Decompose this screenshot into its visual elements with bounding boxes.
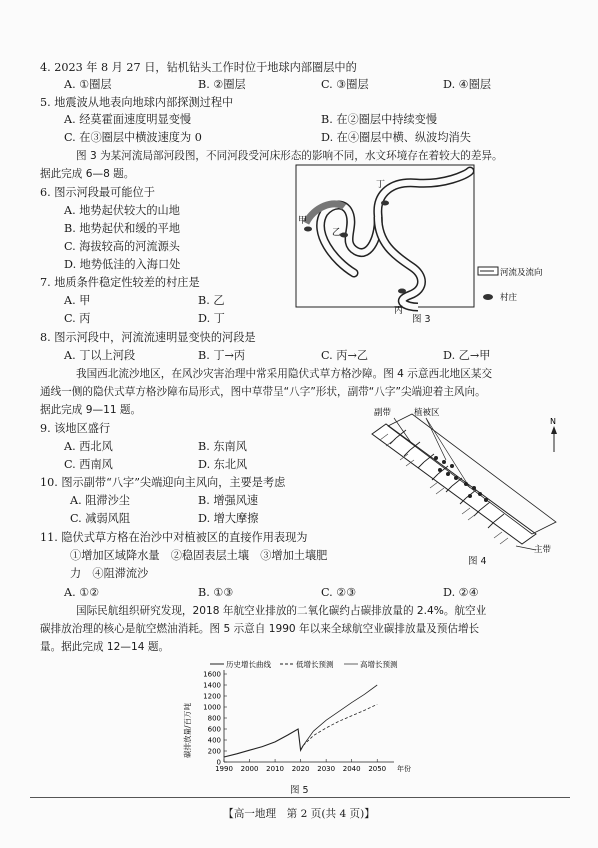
north-label: N [550, 417, 556, 426]
q5-option-b: B. 在②圈层中持续变慢 [321, 113, 438, 126]
x-tick-label: 2000 [240, 765, 259, 773]
figure4-sub-belt-label: 副带 [374, 408, 392, 418]
q8-stem: 8. 图示河段中，河流流速明显变快的河段是 [40, 331, 256, 344]
y-tick-label: 1600 [203, 670, 221, 679]
figure4-main-belt-label: 主带 [534, 545, 552, 554]
y-tick-label: 400 [207, 736, 221, 745]
x-tick-label: 2020 [291, 765, 310, 773]
q8-option-b: B. 丁→丙 [198, 349, 246, 362]
chart-legend [210, 659, 398, 669]
intro-fig4-line3: 据此完成 9—11 题。 [40, 404, 142, 416]
x-tick-label: 2010 [266, 765, 284, 773]
q10-stem: 10. 图示副带“八字”尖端迎向主风向，主要是考虑 [40, 476, 286, 489]
figure5-caption: 图 5 [290, 785, 309, 796]
intro-fig5-line3: 量。据此完成 12—14 题。 [40, 641, 170, 653]
q10-option-c: C. 减弱风阻 [70, 512, 131, 525]
y-tick-label: 1000 [203, 703, 221, 712]
q7-option-c: C. 丙 [64, 312, 91, 325]
legend-high: 高增长预测 [360, 660, 398, 669]
figure4-sand-barrier [366, 404, 566, 554]
q9-option-b: B. 东南风 [198, 440, 247, 453]
q11-option-c: C. ②③ [321, 586, 357, 599]
q6-option-d: D. 地势低洼的入海口处 [64, 258, 181, 271]
q9-option-d: D. 东北风 [198, 458, 248, 471]
x-tick-label: 2040 [342, 765, 361, 773]
q9-option-a: A. 西北风 [64, 440, 113, 453]
q10-option-d: D. 增大摩擦 [198, 512, 259, 525]
y-axis-label: 碳排放量/百万吨 [183, 702, 192, 758]
q6-option-c: C. 海拔较高的河流源头 [64, 240, 180, 253]
q4-option-c: C. ③圈层 [321, 78, 369, 91]
q9-stem: 9. 该地区盛行 [40, 422, 111, 435]
q10-option-a: A. 阻滞沙尘 [70, 494, 130, 507]
intro-fig5-line1: 国际民航组织研究发现，2018 年航空业排放的二氧化碳约占碳排放量的 2.4%。航空业 [76, 605, 487, 617]
q11-option-d: D. ②④ [443, 586, 479, 599]
q11-option-b: B. ①③ [198, 586, 234, 599]
x-axis-label: 年份 [397, 765, 411, 773]
q4-stem: 4. 2023 年 8 月 27 日，钻机钻头工作时位于地球内部圈层中的 [40, 61, 357, 74]
q7-option-b: B. 乙 [198, 294, 225, 307]
q4-option-a: A. ①圈层 [64, 78, 112, 91]
series-line-0 [224, 729, 303, 757]
q5-option-d: D. 在④圈层中横、纵波均消失 [321, 131, 471, 144]
footer-divider [30, 797, 570, 798]
q8-option-d: D. 乙→甲 [443, 349, 491, 362]
legend-history: 历史增长曲线 [226, 660, 271, 669]
intro-fig5-line2: 碳排放治理的核心是航空燃油消耗。图 5 示意自 1990 年以来全球航空业碳排放量及预估增长 [40, 623, 480, 635]
q6-stem: 6. 图示河段最可能位于 [40, 186, 155, 199]
page-footer: 【高一地理 第 2 页(共 4 页)】 [223, 808, 375, 820]
legend-river-label: 河流及流向 [500, 268, 543, 278]
q10-option-b: B. 增强风速 [198, 494, 259, 507]
series-line-2 [303, 685, 377, 746]
figure4-caption: 图 4 [468, 556, 487, 567]
q4-option-d: D. ④圈层 [443, 78, 492, 91]
y-tick-label: 0 [216, 758, 221, 767]
village-jia-label: 甲 [298, 216, 308, 226]
figure4-vegetation-label: 植被区 [414, 408, 440, 418]
y-tick-label: 1400 [203, 681, 221, 690]
q5-option-a: A. 经莫霍面速度明显变慢 [64, 113, 192, 126]
q11-option-a: A. ①② [64, 586, 100, 599]
q8-option-a: A. 丁以上河段 [64, 349, 136, 362]
y-tick-label: 800 [207, 714, 221, 723]
q4-option-b: B. ②圈层 [198, 78, 246, 91]
figure3-caption: 图 3 [412, 314, 431, 325]
q5-option-c: C. 在③圈层中横波速度为 0 [64, 131, 202, 144]
q11-stem-line3: 力 ④阻滞流沙 [70, 567, 149, 580]
q11-stem-line2: ①增加区域降水量 ②稳固表层土壤 ③增加土壤肥 [70, 549, 328, 562]
x-tick-label: 1990 [215, 765, 233, 773]
figure3-river-map [294, 163, 556, 323]
q6-option-a: A. 地势起伏较大的山地 [64, 204, 180, 217]
north-arrow-icon [550, 417, 557, 452]
intro-fig3-line1: 图 3 为某河流局部河段图，不同河段受河床形态的影响不同，水文环境存在着较大的差异。 [76, 150, 503, 162]
q7-stem: 7. 地质条件稳定性较差的村庄是 [40, 276, 200, 289]
q8-option-c: C. 丙→乙 [321, 349, 369, 362]
village-bing-label: 丙 [394, 306, 404, 316]
y-tick-label: 200 [207, 747, 221, 756]
legend-village-label: 村庄 [500, 293, 518, 303]
x-tick-label: 2030 [317, 765, 336, 773]
q9-option-c: C. 西南风 [64, 458, 113, 471]
figure5-line-chart [180, 656, 420, 786]
x-tick-label: 2050 [368, 765, 387, 773]
intro-fig4-line1: 我国西北流沙地区，在风沙灾害治理中常采用隐伏式草方格沙障。图 4 示意西北地区某交 [76, 368, 493, 380]
q6-option-b: B. 地势起伏和缓的平地 [64, 222, 181, 235]
q7-option-d: D. 丁 [198, 312, 225, 325]
legend-village-icon [483, 294, 493, 300]
y-tick-label: 600 [207, 725, 221, 734]
intro-fig4-line2: 通线一侧的隐伏式草方格沙障布局形式，图中草带呈“八字”形状，副带“八字”尖端迎着主风向。 [40, 386, 486, 398]
q11-stem: 11. 隐伏式草方格在治沙中对植被区的直接作用表现为 [40, 531, 308, 544]
village-yi-label: 乙 [332, 228, 342, 238]
q7-option-a: A. 甲 [64, 294, 91, 307]
intro-fig3-line2: 据此完成 6—8 题。 [40, 168, 135, 180]
q5-stem: 5. 地震波从地表向地球内部探测过程中 [40, 96, 234, 109]
legend-low: 低增长预测 [296, 660, 334, 669]
y-tick-label: 1200 [203, 692, 221, 701]
village-ding-label: 丁 [376, 180, 386, 190]
